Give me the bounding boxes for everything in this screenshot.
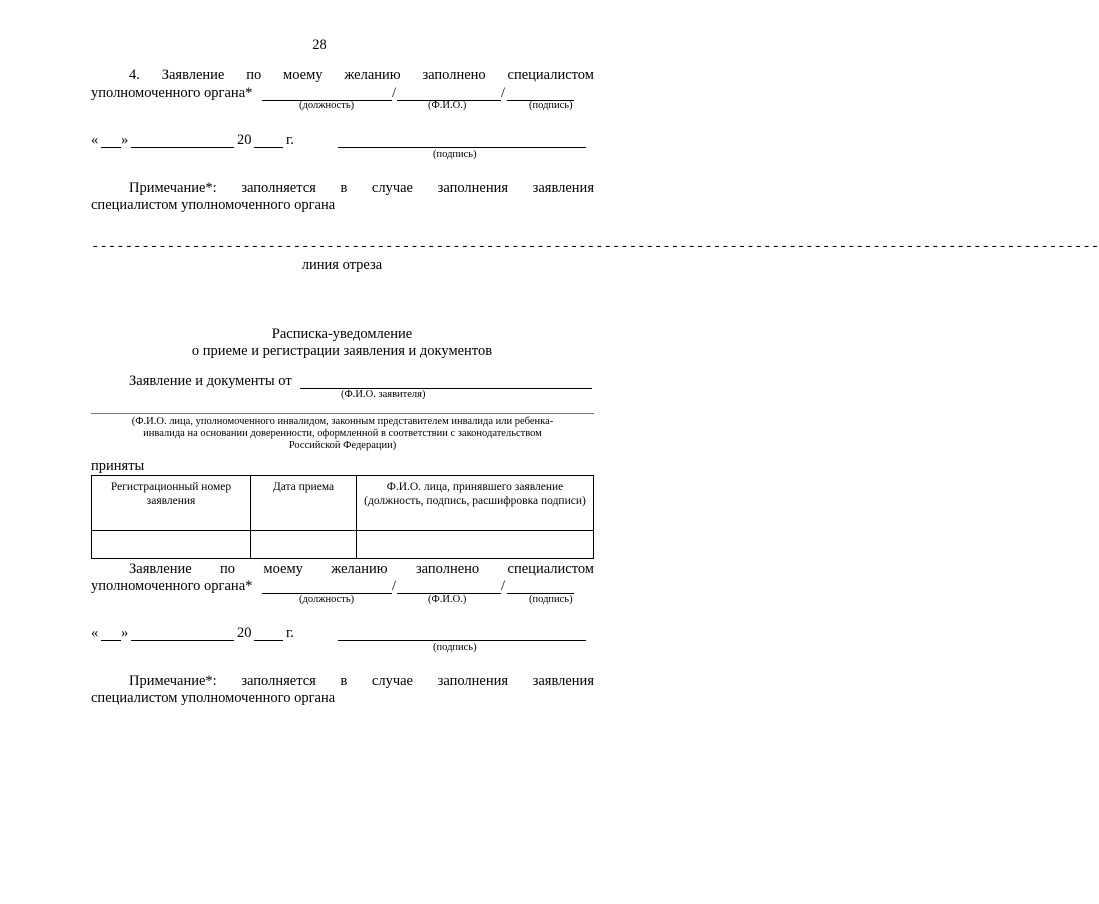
word: Заявление bbox=[129, 561, 192, 577]
year-suffix: г. bbox=[286, 132, 294, 148]
year-suffix: г. bbox=[286, 625, 294, 641]
word: специалистом bbox=[507, 67, 594, 83]
slash-separator: / bbox=[392, 85, 397, 101]
date-close-quote: » bbox=[121, 132, 129, 148]
caption-sign: (подпись) bbox=[433, 642, 477, 653]
statement-line-1 bbox=[129, 561, 594, 578]
word: заполняется bbox=[241, 673, 316, 689]
date-open-quote: « bbox=[91, 625, 99, 641]
day-field[interactable] bbox=[101, 640, 121, 641]
accepting-person-cell[interactable] bbox=[357, 531, 594, 559]
word: моему bbox=[263, 561, 303, 577]
word: специалистом bbox=[507, 561, 594, 577]
word: Заявление bbox=[161, 67, 225, 83]
year-prefix: 20 bbox=[237, 132, 252, 148]
representative-note bbox=[91, 416, 594, 452]
sign-field[interactable] bbox=[338, 640, 586, 641]
from-text: Заявление и документы от bbox=[129, 373, 292, 389]
word: 4. bbox=[129, 67, 140, 83]
caption-sign: (подпись) bbox=[433, 149, 477, 160]
note-line-1 bbox=[129, 673, 594, 690]
word: заполнения bbox=[437, 673, 509, 689]
receipt-subtitle: о приеме и регистрации заявления и документов bbox=[191, 343, 493, 359]
word: заполнено bbox=[422, 67, 486, 83]
header-accepting-person: Ф.И.О. лица, принявшего заявление (должность, подпись, расшифровка подписи) bbox=[357, 476, 594, 531]
caption-position: (должность) bbox=[299, 100, 355, 111]
word: заполнено bbox=[415, 561, 480, 577]
year-field[interactable] bbox=[254, 640, 283, 641]
word: случае bbox=[371, 180, 413, 196]
month-field[interactable] bbox=[131, 147, 234, 148]
accepted-label: приняты bbox=[91, 458, 145, 474]
word: желанию bbox=[331, 561, 388, 577]
word: моему bbox=[283, 67, 323, 83]
cut-line: ------------------------------------------------------------------------------------------------------------------------ bbox=[91, 239, 1099, 255]
caption-name: (Ф.И.О.) bbox=[428, 594, 467, 605]
caption-signature: (подпись) bbox=[529, 594, 573, 605]
representative-field[interactable] bbox=[91, 413, 594, 414]
authority-text: уполномоченного органа* bbox=[91, 85, 253, 101]
page-number: 28 bbox=[312, 37, 327, 53]
note-line-2: специалистом уполномоченного органа bbox=[91, 197, 336, 213]
header-date-received: Дата приема bbox=[251, 476, 357, 531]
registration-number-cell[interactable] bbox=[92, 531, 251, 559]
word: случае bbox=[371, 673, 413, 689]
note-line-1 bbox=[129, 180, 594, 197]
word: заполняется bbox=[241, 180, 316, 196]
table-header-row bbox=[92, 476, 594, 531]
representative-note-line: (Ф.И.О. лица, уполномоченного инвалидом, законным представителем инвалида или ребенка- bbox=[131, 416, 554, 427]
year-field[interactable] bbox=[254, 147, 283, 148]
word: заявления bbox=[532, 180, 594, 196]
word: по bbox=[246, 67, 262, 83]
header-registration-number: Регистрационный номер заявления bbox=[92, 476, 251, 531]
slash-separator: / bbox=[392, 578, 397, 594]
table-row bbox=[92, 531, 594, 559]
caption-name: (Ф.И.О.) bbox=[428, 100, 467, 111]
date-close-quote: » bbox=[121, 625, 129, 641]
authority-text: уполномоченного органа* bbox=[91, 578, 253, 594]
note-line-2: специалистом уполномоченного органа bbox=[91, 690, 336, 706]
word: в bbox=[340, 180, 348, 196]
date-received-cell[interactable] bbox=[251, 531, 357, 559]
caption-applicant: (Ф.И.О. заявителя) bbox=[341, 389, 426, 400]
month-field[interactable] bbox=[131, 640, 234, 641]
word: заполнения bbox=[437, 180, 509, 196]
cut-line-label: линия отреза bbox=[301, 257, 383, 273]
day-field[interactable] bbox=[101, 147, 121, 148]
date-open-quote: « bbox=[91, 132, 99, 148]
word: по bbox=[220, 561, 236, 577]
registration-table bbox=[91, 475, 594, 559]
word: Примечание*: bbox=[129, 673, 217, 689]
slash-separator: / bbox=[501, 85, 506, 101]
sign-field[interactable] bbox=[338, 147, 586, 148]
word: желанию bbox=[344, 67, 401, 83]
caption-position: (должность) bbox=[299, 594, 355, 605]
year-prefix: 20 bbox=[237, 625, 252, 641]
word: заявления bbox=[532, 673, 594, 689]
caption-signature: (подпись) bbox=[529, 100, 573, 111]
word: в bbox=[340, 673, 348, 689]
slash-separator: / bbox=[501, 578, 506, 594]
receipt-title: Расписка-уведомление bbox=[271, 326, 413, 342]
representative-note-line: Российской Федерации) bbox=[288, 440, 397, 451]
statement-line-1 bbox=[129, 67, 594, 84]
representative-note-line: инвалида на основании доверенности, оформленной в соответствии с законодательством bbox=[143, 428, 542, 439]
word: Примечание*: bbox=[129, 180, 217, 196]
